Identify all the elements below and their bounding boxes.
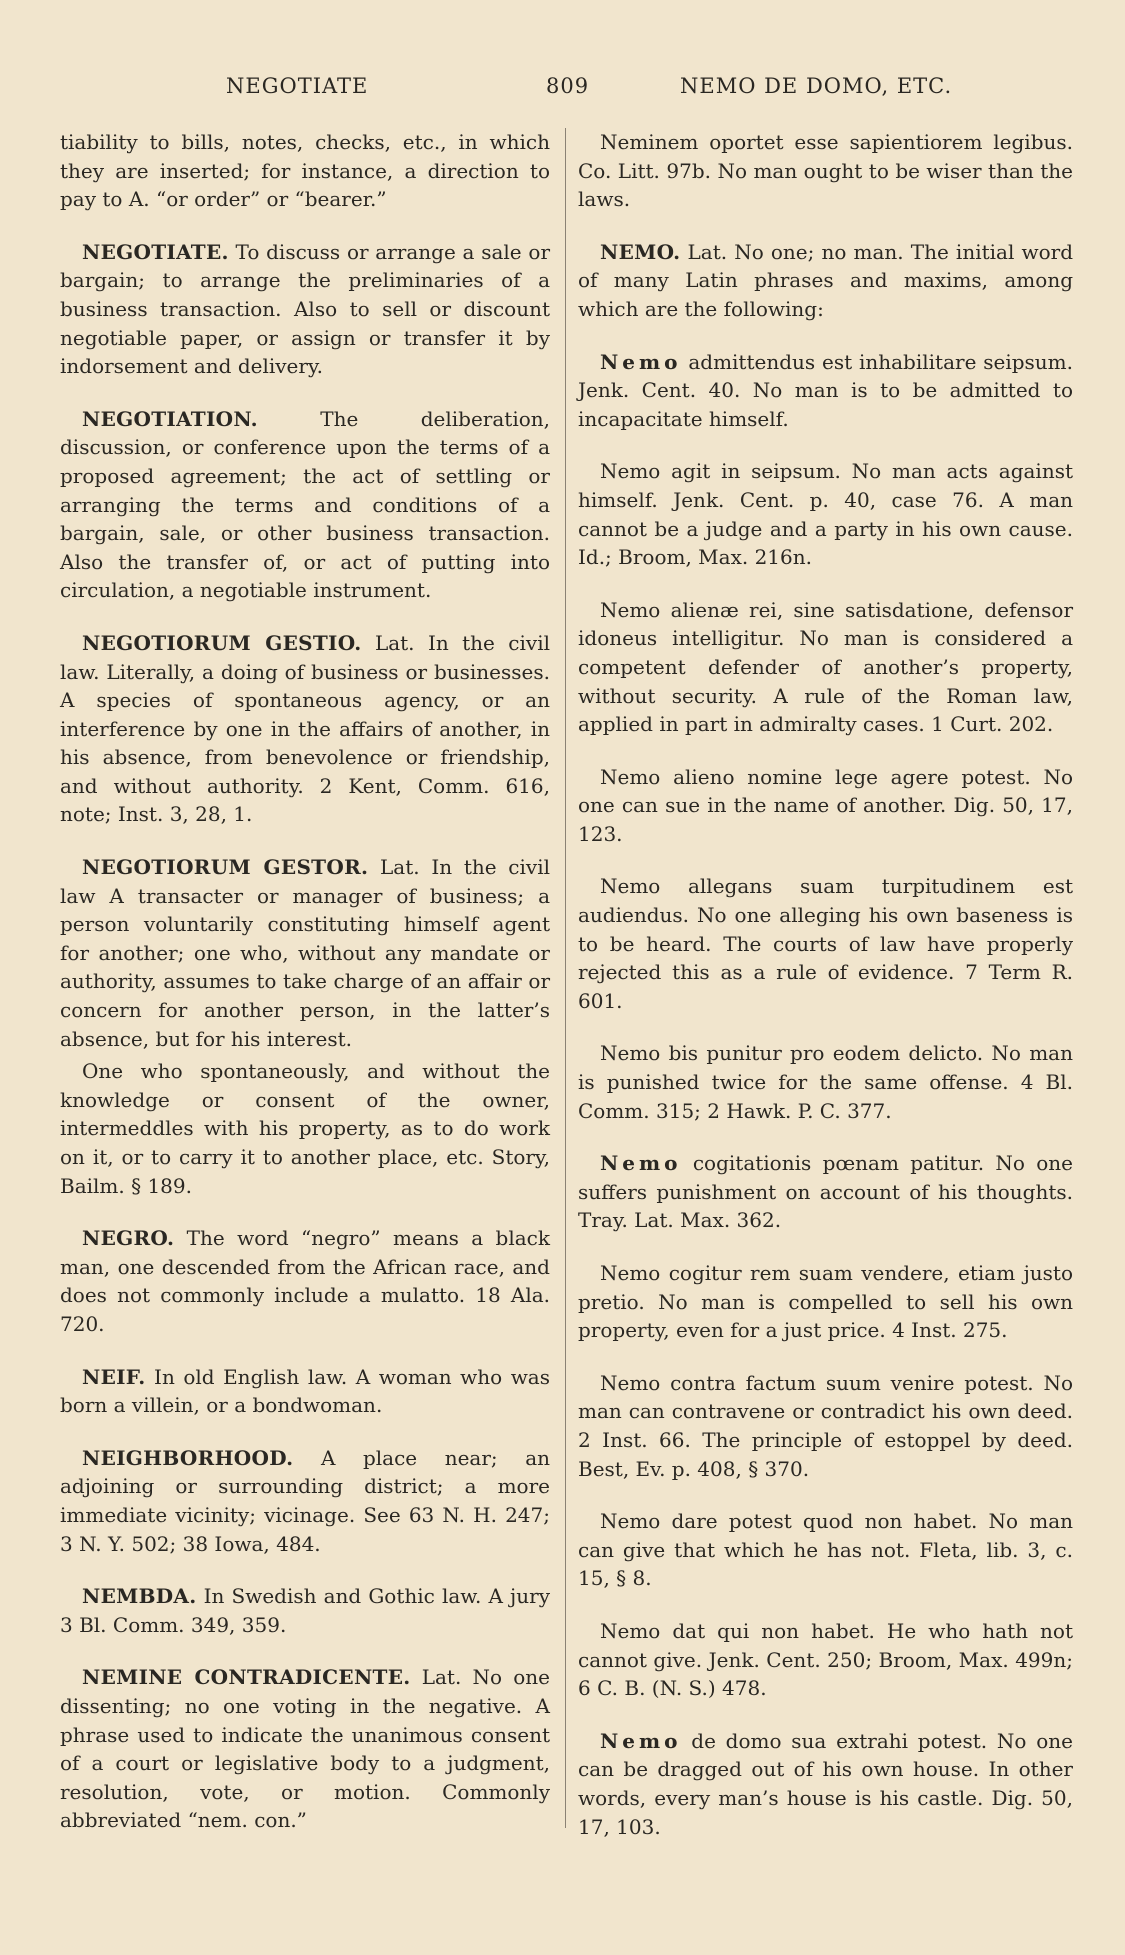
running-head: [58, 74, 1068, 108]
maxim-nemo-dat: Nemo dat qui non habet. He who hath not cannot give. Jenk. Cent. 250; Broom, Max. 499n; 6 C. B. (N. S.) 478.: [578, 1618, 1073, 1701]
column-divider: [565, 128, 566, 1828]
entry-neif: NEIF. In old English law. A woman who was born a villein, or a bondwoman.: [60, 1364, 550, 1418]
headword: NEIF.: [82, 1364, 146, 1389]
maxim-nemo-dare-potest: Nemo dare potest quod non habet. No man can give that which he has not. Fleta, lib. 3, c. 15, § 8.: [578, 1509, 1073, 1591]
headword: Nemo: [600, 1728, 682, 1753]
right-column: [578, 128, 1073, 1865]
maxim-nemo-admittendus: Nemo admittendus est inhabilitare seipsum. Jenk. Cent. 40. No man is to be admitted to incapacitate himself.: [578, 349, 1073, 431]
maxim-nemo-alieno-nomine: Nemo alieno nomine lege agere potest. No one can sue in the name of another. Dig. 50, 17, 123.: [578, 764, 1073, 846]
headword: NEGOTIATE.: [82, 239, 229, 264]
maxim-nemo-contra-factum: Nemo contra factum suum venire potest. No man can contravene or contradict his own deed. 2 Inst. 66. The principle of estoppel by deed. Best, Ev. p. 408, § 370.: [578, 1370, 1073, 1481]
maxim-nemo-cogitationis: Nemo cogitationis pœnam patitur. No one suffers punishment on account of his thoughts. Tray. Lat. Max. 362.: [578, 1151, 1073, 1233]
maxim-nemo-de-domo: Nemo de domo sua extrahi potest. No one can be dragged out of his own house. In other words, every man’s house is his castle. Dig. 50, 17, 103.: [578, 1728, 1073, 1839]
maxim-nemo-cogitur: Nemo cogitur rem suam vendere, etiam justo pretio. No man is compelled to sell his own property, even for a just price. 4 Inst. 275.: [578, 1261, 1073, 1343]
headword: Nemo: [600, 1151, 682, 1176]
maxim-nemo-alienae-rei: Nemo alienæ rei, sine satisdatione, defensor idoneus intelligitur. No man is considered a competent defender of another’s property, without security. A rule of the Roman law, applied in part in admiralty cases. 1 Curt. 202.: [578, 597, 1073, 737]
entry-negotiorum-gestio: NEGOTIORUM GESTIO. Lat. In the civil law. Literally, a doing of business or businesses. A species of spontaneous agency, or an interference by one in the affairs of another, in his absence, from benevolence or friendship, and without authority. 2 Kent, Comm. 616, note; Inst. 3, 28, 1.: [60, 630, 550, 827]
entry-nembda: NEMBDA. In Swedish and Gothic law. A jury 3 Bl. Comm. 349, 359.: [60, 1584, 550, 1637]
running-head-right: NEMO DE DOMO, ETC.: [680, 74, 953, 98]
maxim-nemo-allegans: Nemo allegans suam turpitudinem est audiendus. No one alleging his own baseness is to be heard. The courts of law have properly rejected this as a rule of evidence. 7 Term R. 601.: [578, 874, 1073, 1013]
entry-nemo: NEMO. Lat. No one; no man. The initial word of many Latin phrases and maxims, among which are the following:: [578, 239, 1073, 321]
entry-continuation: tiability to bills, notes, checks, etc., in which they are inserted; for instance, a direction to pay to A. “or order” or “bearer.”: [60, 130, 550, 212]
maxim-nemo-agit: Nemo agit in seipsum. No man acts against himself. Jenk. Cent. p. 40, case 76. A man cannot be a judge and a party in his own cause. Id.; Broom, Max. 216n.: [578, 459, 1073, 570]
running-head-left: NEGOTIATE: [226, 74, 369, 98]
headword: NEMINE CONTRADICENTE.: [82, 1665, 411, 1690]
entry-negotiorum-gestor: NEGOTIORUM GESTOR. Lat. In the civil law A transacter or manager of business; a person voluntarily constituting himself agent for another; one who, without any mandate or authority, assumes to take charge of an affair or concern for another person, in the latter’s absence, but for his interest.: [60, 855, 550, 1051]
entry-negotiation: NEGOTIATION. The deliberation, discussion, or conference upon the terms of a proposed agreement; the act of settling or arranging the terms and conditions of a bargain, sale, or other business transaction. Also the transfer of, or act of putting into circulation, a negotiable instrument.: [60, 406, 550, 603]
page-number: 809: [546, 74, 590, 98]
headword: NEIGHBORHOOD.: [82, 1445, 294, 1470]
headword: NEGOTIORUM GESTIO.: [82, 630, 362, 655]
headword: NEMBDA.: [82, 1584, 197, 1609]
entry-nemine-contradicente: NEMINE CONTRADICENTE. Lat. No one dissenting; no one voting in the negative. A phrase used to indicate the unanimous consent of a court or legislative body to a judgment, resolution, vote, or motion. Commonly abbreviated “nem. con.”: [60, 1665, 550, 1833]
entry-negotiorum-gestor-para: One who spontaneously, and without the knowledge or consent of the owner, intermeddles with his property, as to do work on it, or to carry it to another place, etc. Story, Bailm. § 189.: [60, 1059, 550, 1198]
entry-negotiate: NEGOTIATE. To discuss or arrange a sale or bargain; to arrange the preliminaries of a business transaction. Also to sell or discount negotiable paper, or assign or transfer it by indorsement and delivery.: [60, 239, 550, 379]
left-column: [60, 128, 550, 1859]
headword: NEGOTIORUM GESTOR.: [82, 855, 369, 880]
maxim-nemo-bis-punitur: Nemo bis punitur pro eodem delicto. No man is punished twice for the same offense. 4 Bl. Comm. 315; 2 Hawk. P. C. 377.: [578, 1041, 1073, 1123]
headword: NEMO.: [600, 239, 681, 264]
entry-negro: NEGRO. The word “negro” means a black man, one descended from the African race, and does not commonly include a mulatto. 18 Ala. 720.: [60, 1226, 550, 1336]
maxim-neminem-oportet: Neminem oportet esse sapientiorem legibus. Co. Litt. 97b. No man ought to be wiser than the laws.: [578, 130, 1073, 212]
headword: NEGOTIATION.: [82, 406, 258, 431]
entry-neighborhood: NEIGHBORHOOD. A place near; an adjoining or surrounding district; a more immediate vicinity; vicinage. See 63 N. H. 247; 3 N. Y. 502; 38 Iowa, 484.: [60, 1445, 550, 1556]
headword: Nemo: [600, 349, 682, 374]
headword: NEGRO.: [82, 1226, 175, 1251]
